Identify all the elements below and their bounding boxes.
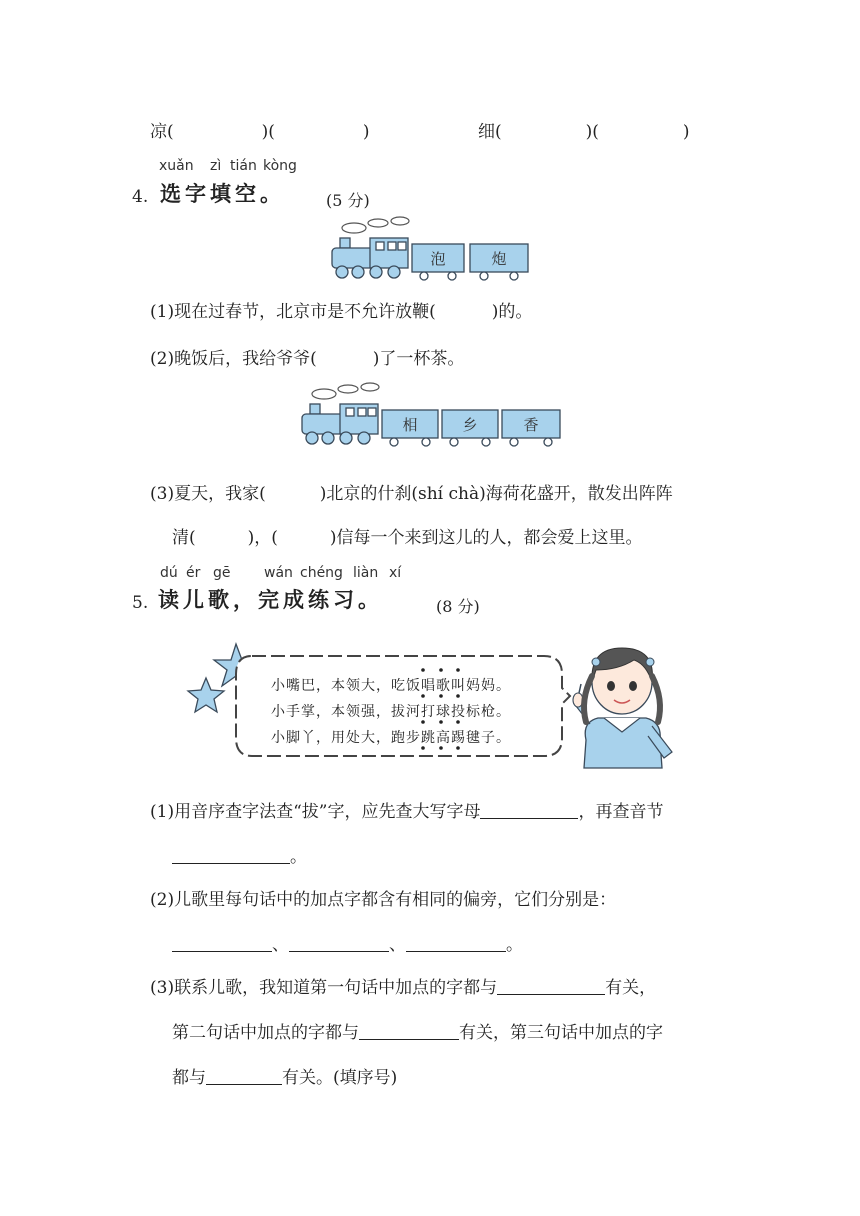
q4-score: (5 分) — [326, 191, 370, 210]
q5-pinyin-7: xí — [389, 565, 402, 581]
answer-line[interactable] — [172, 935, 272, 952]
q4-sentence-2: (2)晚饭后，我给爷爷( )了一杯茶。 — [150, 349, 465, 369]
q4-sentence-3-cont: 清( )，( )信每一个来到这儿的人，都会爱上这里。 — [172, 528, 643, 548]
q5-pinyin-6: liàn — [353, 565, 379, 581]
train-smoke — [312, 383, 379, 399]
q4-pinyin-4: kòng — [263, 158, 297, 174]
q5-pinyin-5: chéng — [300, 565, 343, 581]
q4-pinyin-3: tián — [230, 158, 257, 174]
q5-part-1: (1)用音序查字法查“拔”字，应先查大写字母 ，再查音节 — [150, 802, 664, 822]
answer-line[interactable] — [406, 935, 506, 952]
answer-line[interactable] — [359, 1023, 459, 1040]
antonym-row: 凉( )( ) — [150, 122, 370, 142]
answer-line[interactable] — [497, 978, 605, 995]
q5-score: (8 分) — [436, 597, 480, 616]
q5-part-3-end: 都与 有关。(填序号) — [172, 1068, 398, 1088]
q4-sentence-3: (3)夏天，我家( )北京的什刹(shí chà)海荷花盛开，散发出阵阵 — [150, 484, 673, 504]
answer-line[interactable] — [172, 847, 290, 864]
answer-line[interactable] — [480, 802, 578, 819]
q5-pinyin-2: ér — [186, 565, 201, 581]
cart-char-pao-cannon: 炮 — [491, 250, 507, 268]
q5-part-2: (2)儿歌里每句话中的加点字都含有相同的偏旁，它们分别是： — [150, 890, 617, 910]
cart-char-xiang-fragrant: 香 — [523, 416, 539, 434]
train-illustration-1 — [328, 214, 534, 284]
q5-part-2-cont: 、 、 。 — [172, 930, 523, 955]
q4-title: 选字填空。 — [160, 182, 285, 206]
cart-char-xiang-mutual: 相 — [402, 416, 418, 434]
emphasis-dots — [415, 668, 475, 758]
q5-number: 5. — [132, 593, 149, 613]
q5-part-3-cont: 第二句话中加点的字都与 有关，第三句话中加点的字 — [172, 1023, 663, 1043]
train-illustration-2 — [298, 380, 568, 450]
girl-illustration — [568, 640, 676, 770]
star-icon — [188, 678, 224, 712]
cart-char-xiang-village: 乡 — [462, 416, 478, 434]
q5-title: 读儿歌，完成练习。 — [158, 588, 383, 612]
answer-line[interactable] — [206, 1068, 282, 1085]
answer-line[interactable] — [289, 935, 389, 952]
train-smoke — [342, 217, 409, 233]
q5-pinyin-1: dú — [160, 565, 178, 581]
char-xi: 细 — [478, 122, 495, 142]
locomotive — [302, 404, 378, 444]
char-liang: 凉 — [150, 122, 167, 142]
q4-pinyin-2: zì — [210, 158, 222, 174]
q5-pinyin-3: gē — [213, 565, 231, 581]
q5-part-3: (3)联系儿歌，我知道第一句话中加点的字都与 有关， — [150, 978, 657, 998]
poem-line-2: 小手掌，本领强，拔河打球投标枪。 — [271, 704, 511, 720]
q4-pinyin-1: xuǎn — [159, 158, 194, 174]
q4-sentence-1: (1)现在过春节，北京市是不允许放鞭( )的。 — [150, 302, 533, 322]
antonym-row-2: 细( )( ) — [478, 122, 690, 142]
q4-number: 4. — [132, 187, 149, 207]
poem-line-1: 小嘴巴，本领大，吃饭唱歌叫妈妈。 — [271, 678, 511, 694]
locomotive — [332, 238, 408, 278]
poem-line-3: 小脚丫，用处大，跑步跳高踢毽子。 — [271, 730, 511, 746]
q5-part-1-cont: 。 — [172, 842, 307, 867]
cart-char-pao-bubble: 泡 — [430, 250, 446, 268]
q5-pinyin-4: wán — [264, 565, 293, 581]
